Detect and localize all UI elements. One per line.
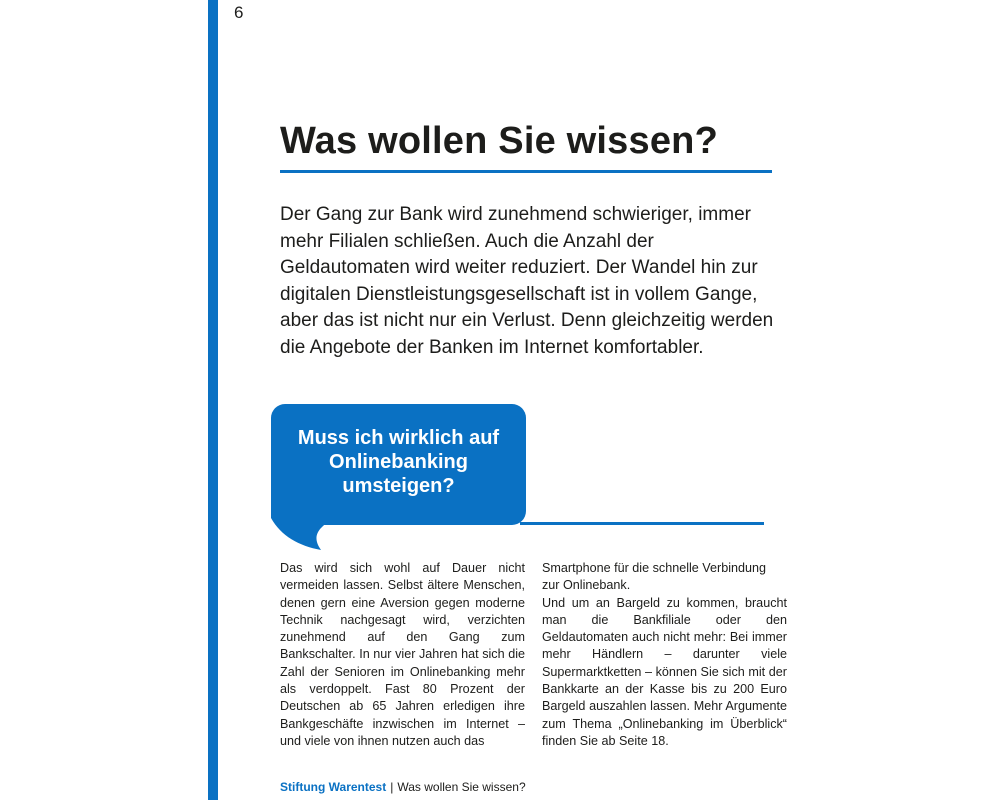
body-column-left: Das wird sich wohl auf Dauer nicht vermeiden lassen. Selbst ältere Menschen, denen gern eine Aversion gegen moderne Technik nachgesagt wird, verzichten zunehmend auf den Gang zum Bankschalter. In nur vier Jahren hat sich die Zahl der Senioren im Onlinebanking mehr als verdoppelt. Fast 80 Prozent der Deutschen ab 65 Jahren erledigen ihre Bankgeschäfte inzwischen im Internet – und viele von ihnen nutzen auch das bbox=[280, 561, 525, 748]
page-number: 6 bbox=[234, 3, 244, 22]
page-edge-bar bbox=[208, 0, 218, 800]
footer-section: Was wollen Sie wissen? bbox=[397, 780, 526, 794]
callout-rule bbox=[520, 522, 764, 525]
title-underline bbox=[280, 170, 772, 173]
page-title: Was wollen Sie wissen? bbox=[280, 120, 719, 162]
body-column-right-paragraph-1: Smartphone für die schnelle Verbindung zur Onlinebank. bbox=[542, 561, 767, 593]
body-column-right-paragraph-2: Und um an Bargeld zu kommen, braucht man die Bankfiliale oder den Geldautomaten auch nicht mehr: Bei immer mehr Händlern – darunter viele Supermarktketten – können Sie sich mit der Bankkarte an der Kasse bis zu 200 Euro Bargeld auszahlen lassen. Mehr Argumente zum Thema „Onlinebanking im Überblick“ finden Sie ab Seite 18. bbox=[542, 595, 787, 748]
body-column-right bbox=[542, 560, 787, 750]
footer-separator: | bbox=[390, 780, 394, 794]
footer-brand: Stiftung Warentest bbox=[280, 780, 387, 794]
intro-paragraph: Der Gang zur Bank wird zunehmend schwieriger, immer mehr Filialen schließen. Auch die Anzahl der Geldautomaten wird weiter reduziert. Der Wandel hin zur digitalen Dienstleistungsgesellschaft ist in vollem Gange, aber das ist nicht nur ein Verlust. Denn gleichzeitig werden die Angebote der Banken im Internet komfortabler. bbox=[280, 204, 774, 358]
page-footer bbox=[280, 780, 526, 794]
callout-question: Muss ich wirklich auf Onlinebanking umsteigen? bbox=[297, 426, 500, 497]
question-callout bbox=[271, 404, 526, 525]
